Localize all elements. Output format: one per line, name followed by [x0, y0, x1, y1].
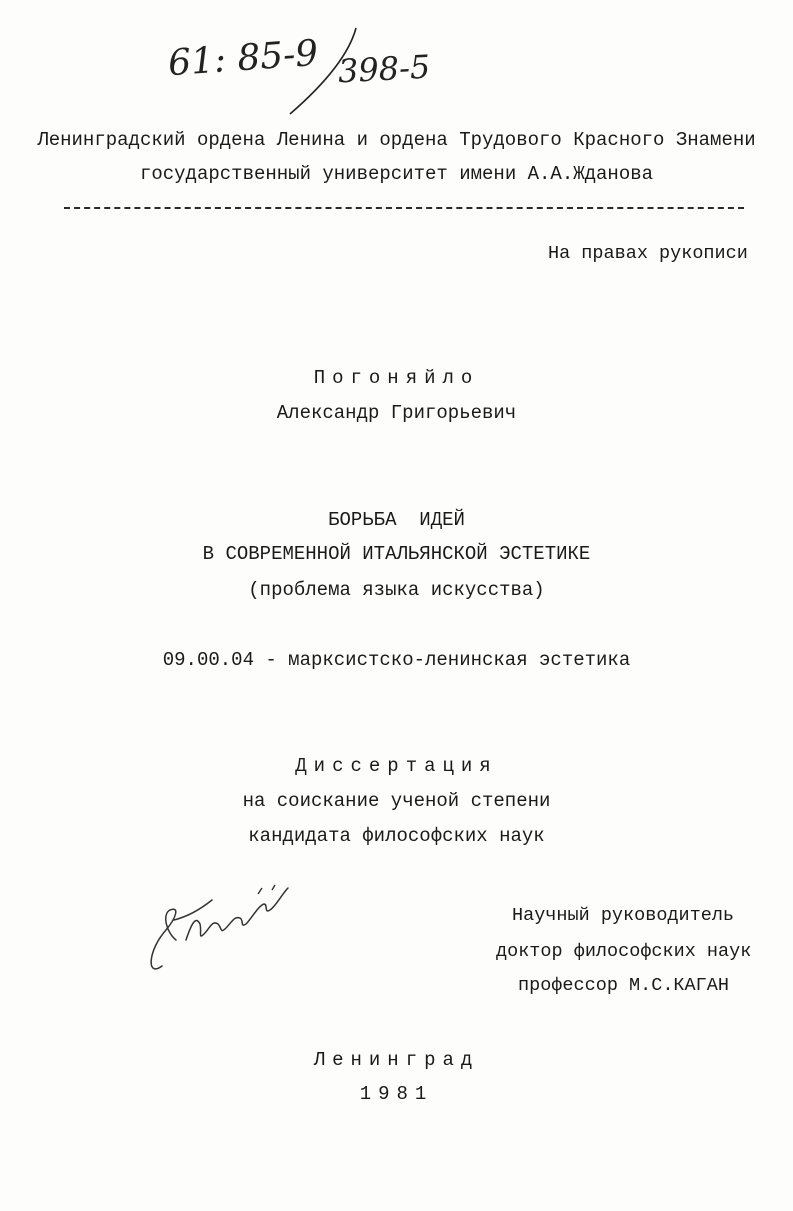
supervisor-line-1: Научный руководитель: [512, 905, 735, 926]
institution-line-2: государственный университет имени А.А.Жданова: [139, 163, 654, 185]
archive-slash-icon: [160, 18, 500, 128]
year: 1981: [359, 1083, 434, 1105]
archive-number-left: 61: 85-9: [166, 32, 320, 85]
degree-line-3: кандидата философских наук: [248, 825, 545, 847]
degree-line-2: на соискание ученой степени: [242, 790, 551, 812]
archive-number-right: 398-5: [337, 47, 432, 91]
dissertation-title-line-1: БОРЬБА ИДЕЙ: [328, 509, 465, 531]
author-name: Александр Григорьевич: [276, 402, 517, 424]
degree-heading: Диссертация: [295, 755, 498, 777]
handwritten-archive-number: [160, 18, 500, 128]
manuscript-rights-note: На правах рукописи: [548, 243, 748, 264]
author-surname: Погоняйло: [313, 367, 480, 389]
dissertation-subtitle: (проблема языка искусства): [248, 579, 545, 601]
specialty-code: 09.00.04 - марксистско-ленинская эстетика: [162, 649, 631, 671]
dissertation-title-line-2: В СОВРЕМЕННОЙ ИТАЛЬЯНСКОЙ ЭСТЕТИКЕ: [202, 543, 591, 565]
supervisor-line-3: профессор М.С.КАГАН: [518, 975, 729, 996]
handwritten-signature: [140, 870, 310, 990]
city: Ленинград: [313, 1049, 480, 1071]
dashed-separator: [64, 207, 744, 209]
institution-line-1: Ленинградский ордена Ленина и ордена Трудового Красного Знамени: [37, 129, 756, 151]
supervisor-line-2: доктор философских наук: [496, 941, 752, 962]
